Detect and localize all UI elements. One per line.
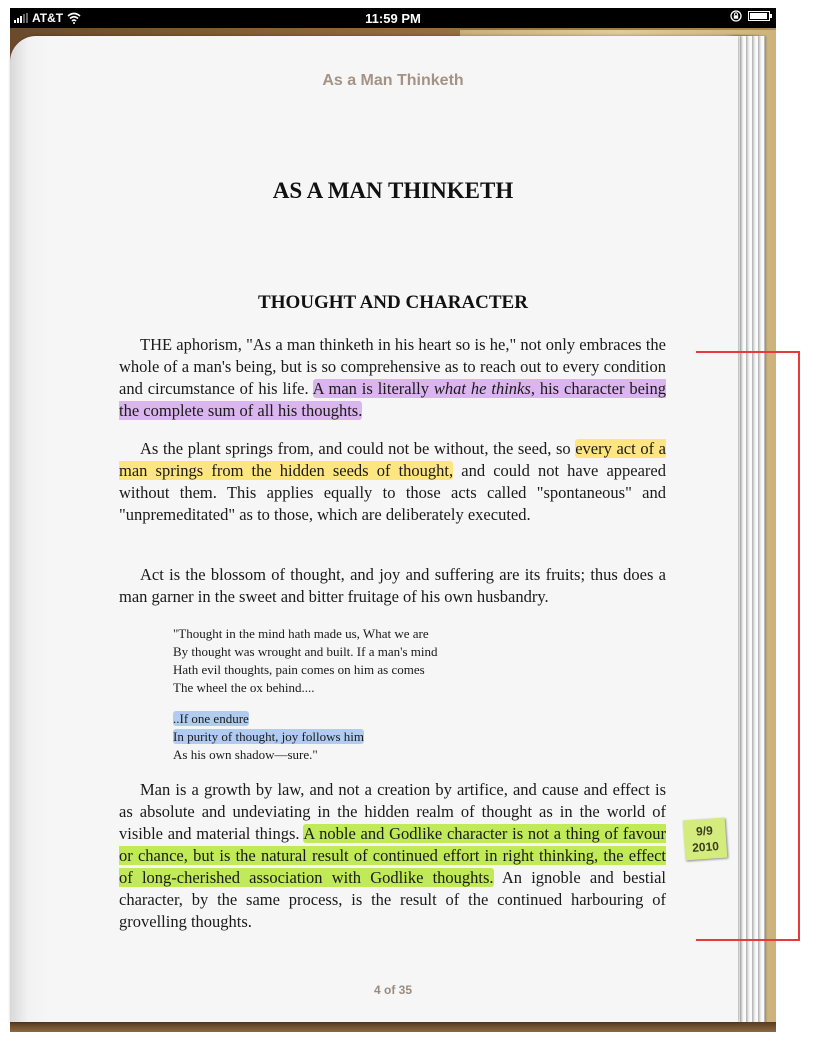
- sticky-note-line: 9/9: [695, 823, 714, 839]
- yellow-highlight[interactable]: every act of a man springs from the hidden seeds of thought,: [119, 439, 667, 480]
- green-highlight[interactable]: A noble and Godlike character is not a thing of favour or chance, but is the natural result of continued effort in right thinking, the effect of long-cherished association with Godlike thoughts.: [119, 824, 666, 887]
- paragraph-2: [119, 438, 666, 526]
- book-spine-bottom: [10, 1022, 776, 1032]
- paragraph-4: [119, 779, 666, 933]
- paragraph-3: Act is the blossom of thought, and joy and suffering are its fruits; thus does a man garner in the sweet and bitter fruitage of his own husbandry.: [119, 565, 666, 606]
- status-right: [730, 10, 770, 22]
- clock: 11:59 PM: [365, 11, 421, 26]
- verse-line: By thought was wrought and built. If a man's mind: [173, 644, 438, 659]
- paragraph-text: THE aphorism, "As a man thinketh in his heart so is he," not only embraces the whole of a man's being, but is so comprehensive as to reach out to every condition and circumstance of his life.: [119, 335, 666, 398]
- paragraph-text: and could not have appeared without them. This applies equally to those acts called "spontaneous" and "unpremeditated" as to those, which are deliberately executed.: [119, 461, 666, 524]
- chapter-title: AS A MAN THINKETH: [272, 178, 514, 203]
- verse-block-2: [173, 710, 573, 764]
- battery-icon: [748, 11, 770, 21]
- book-page[interactable]: [10, 36, 738, 1022]
- paragraph-1: [119, 334, 666, 422]
- verse-line: The wheel the ox behind....: [173, 680, 315, 695]
- verse-line: As his own shadow—sure.": [173, 747, 318, 762]
- paragraph-text: Man is a growth by law, and not a creation by artifice, and cause and effect is as absolute and undeviating in the hidden realm of thought as in the world of visible and material things.: [119, 780, 666, 843]
- paragraph-text: As the plant springs from, and could not be without, the seed, so: [140, 439, 576, 458]
- running-title[interactable]: As a Man Thinketh: [322, 72, 464, 89]
- verse-line: [173, 728, 573, 746]
- verse-line: [173, 710, 573, 728]
- book: [10, 28, 776, 1032]
- blue-highlight[interactable]: ..If one endure: [173, 711, 249, 726]
- blue-highlight[interactable]: In purity of thought, joy follows him: [173, 729, 365, 744]
- purple-highlight[interactable]: A man is literally what he thinks, his character being the complete sum of all his thoughts.: [119, 379, 667, 420]
- orientation-lock-icon: [730, 10, 742, 22]
- verse-line: "Thought in the mind hath made us, What we are: [173, 626, 429, 641]
- section-title: THOUGHT AND CHARACTER: [258, 292, 528, 313]
- page-number: 4 of 35: [373, 983, 412, 997]
- paragraph-text: An ignoble and bestial character, by the same process, is the result of the continued harbouring of grovelling thoughts.: [119, 868, 666, 931]
- carrier-label: AT&T: [32, 11, 64, 25]
- sticky-note-line: 2010: [691, 839, 720, 855]
- verse-block-1: [173, 625, 573, 697]
- status-bar: [10, 8, 776, 28]
- verse-line: Hath evil thoughts, pain comes on him as comes: [173, 662, 425, 677]
- sticky-note[interactable]: [683, 818, 728, 861]
